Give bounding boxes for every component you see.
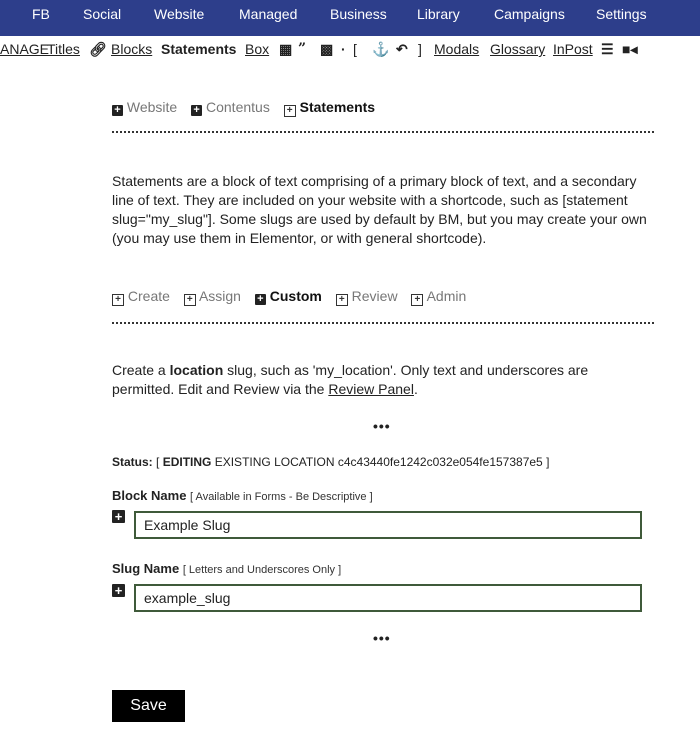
status-detail: EXISTING LOCATION c4c43440fe1242c032e054fe157387e5 (214, 455, 543, 469)
toolbar-inpost-link[interactable]: InPost (553, 41, 593, 57)
custom-description (112, 361, 632, 399)
status-bracket: ] (546, 455, 550, 469)
custom-text-bold: location (169, 362, 224, 378)
nav-fb[interactable]: FB (32, 6, 50, 22)
table-icon[interactable]: ▦ (279, 41, 293, 57)
section-tab-website[interactable] (112, 99, 177, 115)
section-tab-label: Contentus (206, 99, 270, 115)
link-icon[interactable]: 🔗︎ (89, 41, 107, 57)
plus-square-outline-icon: + (184, 294, 196, 306)
slug-name-add-icon[interactable]: + (112, 584, 125, 597)
plus-square-icon: + (112, 105, 123, 116)
action-tab-create[interactable] (112, 288, 170, 304)
status-line (112, 455, 549, 469)
action-tab-admin[interactable] (411, 288, 466, 304)
toolbar-manage-link[interactable]: ANAGE (0, 41, 50, 57)
action-tab-label: Create (127, 288, 170, 304)
slug-name-hint: [ Letters and Underscores Only ] (182, 564, 342, 576)
action-tab-label: Admin (426, 288, 467, 304)
toolbar-glossary-link[interactable]: Glossary (490, 41, 546, 57)
comment-icon[interactable]: ▩ (320, 41, 334, 57)
section-tab-label: Website (126, 99, 178, 115)
intro-text: Statements are a block of text comprising of a primary block of text, and a secondary line of text. They are included on your website with a shortcode, such as [statement slug="my_slug"]. Some slugs are used by default by BM, but you may create your own (you may use them in Elementor, or with general shortcode). (112, 173, 647, 246)
nav-managed[interactable]: Managed (239, 6, 298, 22)
plus-square-icon: + (255, 294, 266, 305)
plus-square-outline-icon: + (336, 294, 348, 306)
block-name-input[interactable] (134, 511, 642, 539)
custom-text: Create a (112, 362, 170, 378)
custom-text: . (413, 381, 418, 397)
status-mode: EDITING (162, 455, 212, 469)
nav-social[interactable]: Social (83, 6, 122, 22)
sitemap-icon[interactable]: ⚓ (372, 41, 390, 57)
plus-square-icon: + (191, 105, 202, 116)
nav-library[interactable]: Library (417, 6, 460, 22)
video-icon[interactable]: ■◂ (622, 41, 638, 57)
action-tab-custom[interactable] (255, 288, 322, 304)
undo-icon[interactable]: ↶ (396, 41, 408, 57)
section-tab-contentus[interactable] (191, 99, 270, 115)
quote-icon[interactable]: ” (298, 41, 307, 57)
action-tab-review[interactable] (336, 288, 398, 304)
block-name-label-text: Block Name (112, 488, 187, 503)
plus-square-outline-icon: + (284, 105, 296, 117)
toolbar (0, 37, 700, 63)
review-panel-link[interactable]: Review Panel (328, 381, 414, 397)
block-name-hint: [ Available in Forms - Be Descriptive ] (190, 491, 373, 503)
more-ellipsis[interactable]: ••• (373, 418, 391, 434)
divider (112, 131, 654, 133)
action-tab-label: Assign (198, 288, 241, 304)
action-tab-label: Custom (269, 288, 322, 304)
toolbar-bracket-open: [ (353, 41, 357, 57)
block-name-label (112, 488, 373, 503)
action-nav (112, 288, 476, 306)
plus-square-outline-icon: + (411, 294, 423, 306)
save-button[interactable]: Save (112, 690, 185, 722)
block-name-add-icon[interactable]: + (112, 510, 125, 523)
slug-name-label-text: Slug Name (112, 561, 180, 576)
status-bracket: [ (156, 455, 160, 469)
toolbar-blocks-link[interactable]: Blocks (111, 41, 153, 57)
nav-settings[interactable]: Settings (596, 6, 647, 22)
slug-name-input[interactable] (134, 584, 642, 612)
nav-website[interactable]: Website (154, 6, 205, 22)
list-icon[interactable]: ☰ (601, 41, 614, 57)
plus-square-outline-icon: + (112, 294, 124, 306)
toolbar-statements-link[interactable]: Statements (161, 41, 237, 57)
slug-name-label (112, 561, 341, 576)
section-tab-statements[interactable] (284, 99, 375, 115)
action-tab-label: Review (351, 288, 398, 304)
section-tab-label: Statements (299, 99, 376, 115)
nav-campaigns[interactable]: Campaigns (494, 6, 565, 22)
divider (112, 322, 654, 324)
more-ellipsis[interactable]: ••• (373, 630, 391, 646)
toolbar-separator: · (341, 41, 346, 57)
toolbar-modals-link[interactable]: Modals (434, 41, 480, 57)
status-label: Status: (112, 455, 153, 469)
section-nav (112, 99, 385, 117)
top-navigation (0, 0, 700, 36)
nav-business[interactable]: Business (330, 6, 387, 22)
toolbar-titles-link[interactable]: Titles (47, 41, 80, 57)
action-tab-assign[interactable] (184, 288, 241, 304)
toolbar-bracket-close: ] (418, 41, 422, 57)
custom-text: slug, such as 'my_location'. Only text and underscores are permitted. Edit and Review via the (112, 362, 589, 397)
toolbar-box-link[interactable]: Box (245, 41, 270, 57)
